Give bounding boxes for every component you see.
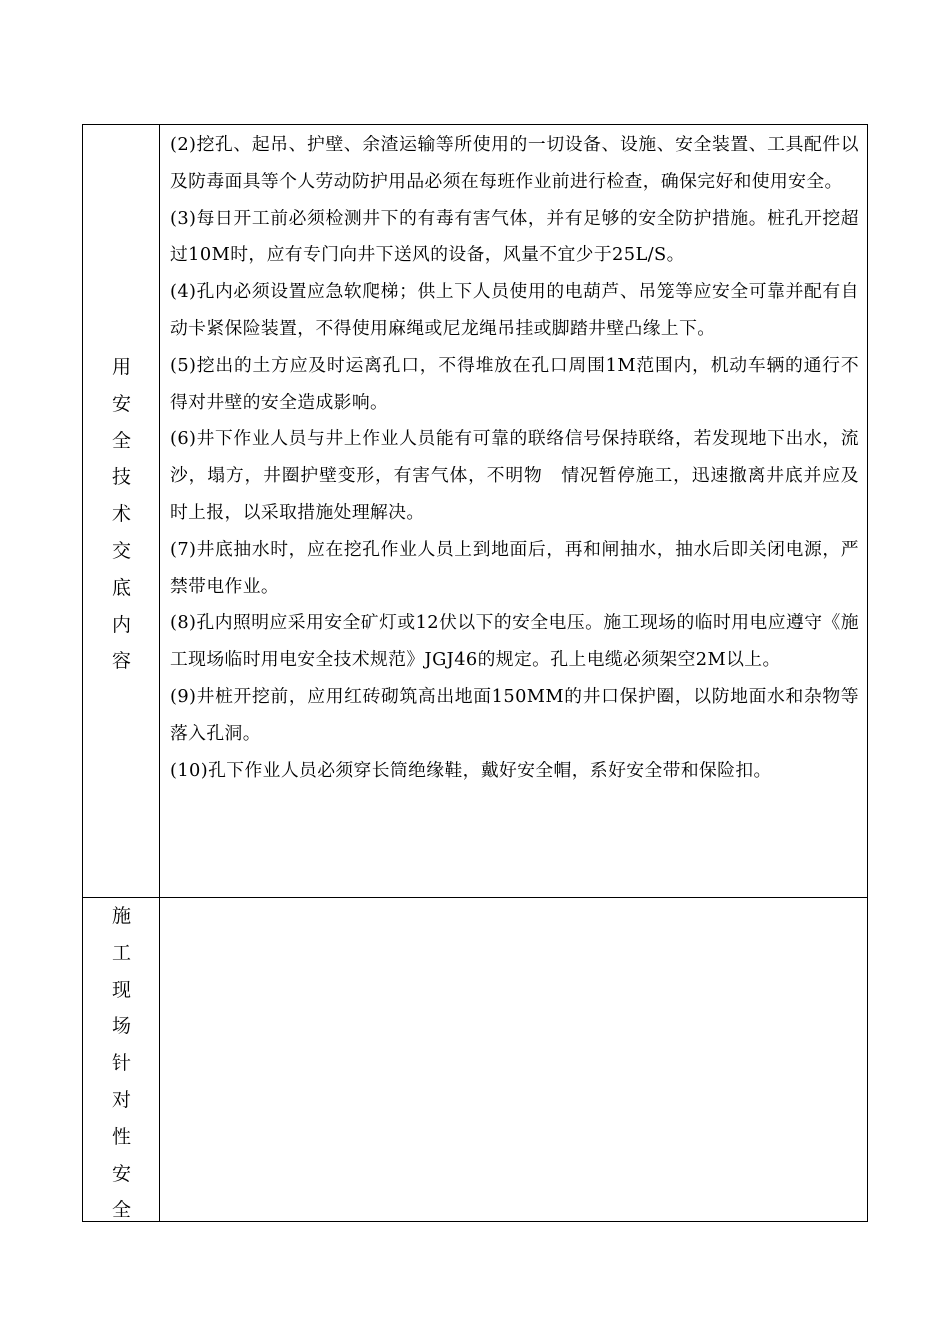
label-char: 现: [111, 978, 131, 1001]
label-char: 用: [111, 356, 131, 378]
label-char: 对: [111, 1088, 131, 1111]
label-char: 技: [111, 466, 131, 489]
label-char: 场: [111, 1015, 131, 1038]
label-char: 全: [111, 1199, 131, 1222]
safety-item-5: (5)挖出的土方应及时运离孔口，不得堆放在孔口周围1M范围内，机动车辆的通行不得对井壁的安全造成影响。: [170, 354, 859, 413]
label-char: 安: [111, 1162, 131, 1185]
section-label-vertical: [83, 898, 160, 1229]
safety-item-6: (6)井下作业人员与井上作业人员能有可靠的联络信号保持联络，若发现地下出水，流沙，塌方，井圈护壁变形，有害气体，不明物 情况暂停施工，迅速撤离井底并应及时上报，以采取措施处理解决。: [170, 428, 859, 523]
section-label-vertical: [83, 349, 160, 680]
safety-item-7: (7)井底抽水时，应在挖孔作业人员上到地面后，再和闸抽水，抽水后即关闭电源，严禁带电作业。: [170, 538, 859, 597]
label-char: 针: [111, 1052, 131, 1075]
section-content-cell: [160, 125, 868, 898]
label-char: 底: [111, 576, 131, 599]
section-content-cell-empty: [160, 898, 868, 1222]
table-row: [83, 125, 868, 898]
label-char: 容: [111, 650, 131, 673]
label-char: 全: [111, 429, 131, 452]
safety-item-4: (4)孔内必须设置应急软爬梯；供上下人员使用的电葫芦、吊笼等应安全可靠并配有自动卡紧保险装置，不得使用麻绳或尼龙绳吊挂或脚踏井壁凸缘上下。: [170, 281, 859, 339]
section-label-cell: [83, 898, 160, 1222]
label-char: 安: [111, 392, 131, 415]
safety-item-8: (8)孔内照明应采用安全矿灯或12伏以下的安全电压。施工现场的临时用电应遵守《施工现场临时用电安全技术规范》JGJ46的规定。孔上电缆必须架空2M以上。: [170, 612, 859, 671]
section-label-cell: [83, 125, 160, 898]
safety-item-3: (3)每日开工前必须检测井下的有毒有害气体，并有足够的安全防护措施。桩孔开挖超过10M时，应有专门向井下送风的设备，风量不宜少于25L/S。: [170, 207, 859, 266]
label-char: 术: [111, 503, 131, 526]
label-char: 施: [111, 905, 131, 927]
label-char: 性: [111, 1125, 131, 1148]
safety-item-9: (9)井桩开挖前，应用红砖砌筑高出地面150MM的井口保护圈，以防地面水和杂物等落入孔洞。: [170, 685, 859, 744]
table-row: [83, 898, 868, 1222]
label-char: 交: [111, 539, 131, 562]
label-char: 工: [111, 941, 131, 964]
safety-item-2: (2)挖孔、起吊、护壁、余渣运输等所使用的一切设备、设施、安全装置、工具配件以及防毒面具等个人劳动防护用品必须在每班作业前进行检查，确保完好和使用安全。: [170, 134, 859, 192]
safety-item-10: (10)孔下作业人员必须穿长筒绝缘鞋，戴好安全帽，系好安全带和保险扣。: [170, 759, 772, 781]
safety-briefing-table: [82, 124, 868, 1222]
label-char: 内: [111, 613, 131, 636]
